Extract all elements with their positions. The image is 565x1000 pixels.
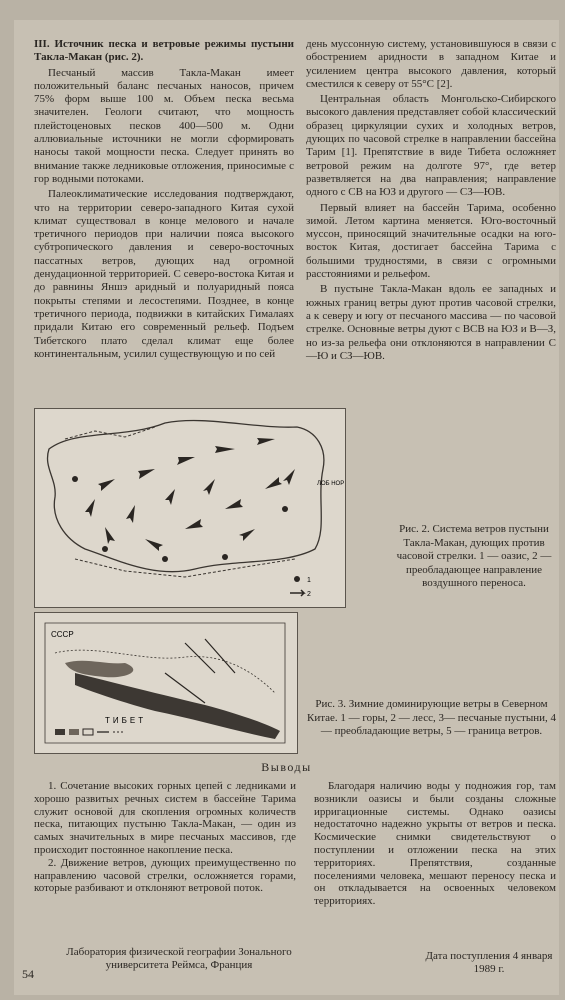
wind-arrow: [283, 469, 295, 485]
figure-2-wind-map: [34, 408, 346, 608]
wind-arrow: [105, 527, 115, 544]
legend-label-1: 1: [307, 577, 311, 584]
figure-3-winter-winds-map: [34, 612, 298, 754]
wind-arrow: [177, 457, 195, 465]
wind-arrow: [215, 446, 235, 453]
wind-arrow: [203, 479, 215, 495]
map-label-lob-nor: ЛОБ НОР: [317, 481, 345, 487]
oasis-markers: [72, 476, 288, 562]
conclusion-item: 1. Сочетание высоких горных цепей с ледниками и хорошо развитых речных систем в бассейне Тарима служит основой для скопления огромных количеств песка, питающих пустыню Такла-Макан, — один из самых значительных в мире песчаных массивов, где происходит постоянное накопление песка.: [34, 780, 296, 856]
paragraph: Первый влияет на бассейн Тарима, особенно зимой. Летом картина меняется. Юго-восточный муссон, приносящий значительные осадки на юго-восток Китая, достигает бассейна Тарима с большими трудностями, в связи с огромными расстояниями и рельефом.: [306, 201, 556, 281]
conclusion-paragraph: Благодаря наличию воды у подножия гор, там возникли оазисы и были созданы сложные ирригационные системы. Однако оазисы недостаточно надежно укрыты от ветров и песка. Космические снимки свидетельствуют о поступлении и отложении песка на этих территориях. Препятствия, созданные поселениями человека, мешают переносу песка и он откладывается на освоенных человеком территориях.: [314, 780, 556, 908]
figure-2-caption: Рис. 2. Система ветров пустыни Такла-Макан, дующих против часовой стрелки. 1 — оазис, 2 — преобладающее направление воздушного переноса.: [396, 523, 552, 589]
paragraph: день муссонную систему, установившуюся в связи с обострением аридности в западном Китае и усилением центра высокого давления, который сместился к северу от 55°С [2].: [306, 38, 556, 90]
wind-arrow: [85, 499, 95, 517]
legend: [290, 576, 311, 598]
wind-arrow: [225, 499, 243, 509]
oasis-marker: [222, 554, 228, 560]
legend-label-2: 2: [307, 591, 311, 598]
paragraph: В пустыне Такла-Макан вдоль ее западных и южных границ ветры дуют против часовой стрелки, а к северу и югу от песчаного массива — по часовой стрелке. Основные ветры дуют с ВСВ на ЮЗ и В—З, но из-за рельефа они отклоняются в направлении С—Ю и СЗ—ЮВ.: [306, 283, 556, 362]
right-text-column: [306, 38, 556, 363]
wind-arrow: [138, 469, 155, 479]
legend-arrow-symbol: [290, 590, 304, 596]
legend-swatch: [83, 729, 93, 735]
page-number: 54: [22, 967, 34, 981]
map-label-tibet: ТИБЕТ: [105, 716, 147, 725]
affiliation: Лаборатория физической географии Зонального университета Реймса, Франция: [66, 946, 292, 971]
basin-outline: [47, 421, 323, 572]
wind-arrow: [145, 539, 163, 551]
wind-arrow: [185, 519, 203, 529]
oasis-marker: [282, 506, 288, 512]
paragraph: Центральная область Монгольско-Сибирского высокого давления представляет собой классический образец циркуляции сухих и холодных ветров, дующих по часовой стрелке в направлении бассейна Тарим [1]. Препятствие в виде Тибета осложняет ветровой режим на долготе 97°, где ветер разветвляется на два направления; направление одного с СВ на ЮЗ и другого — СЗ—ЮВ.: [306, 93, 556, 199]
section-heading: III. Источник песка и ветровые режимы пустыни Такла-Макан (рис. 2).: [34, 38, 294, 64]
conclusions-right-column: [314, 780, 556, 908]
wind-arrows: [85, 438, 295, 551]
wind-arrow: [239, 529, 255, 541]
winter-winds-svg: [35, 613, 297, 753]
wind-arrow: [265, 477, 282, 489]
oasis-marker: [102, 546, 108, 552]
paragraph: Песчаный массив Такла-Макан имеет положительный баланс песчаных наносов, причем 75% форм выше 100 м. Объем песка весьма значителен. Геологи считают, что мощность плейстоценовых песков 400—500 м. Одни аллювиальные источники не могли сформировать наносы такой мощности песка. Следует принять во внимание также ледниковые отложения, приносимые с гор водными потоками.: [34, 66, 294, 185]
conclusions-left-column: [34, 780, 296, 895]
oasis-marker: [162, 556, 168, 562]
wind-map-svg: [35, 409, 345, 607]
legend-oasis-symbol: [294, 576, 300, 582]
legend-swatch: [69, 729, 79, 735]
oasis-marker: [72, 476, 78, 482]
wind-arrow: [257, 438, 275, 445]
conclusion-item: 2. Движение ветров, дующих преимущественно по направлению часовой стрелки, осложняется горами, которые разбивают и отклоняют ветровой поток.: [34, 856, 296, 895]
paragraph: Палеоклиматические исследования подтверждают, что на территории северо-западного Китая сухой климат существовал в конце мелового и начале третичного периодов при наличии пояса высокого субтропического давления и северо-восточных пассатных ветров, дующих над огромной денудационной территорией. С северо-востока Китая и до равнины Яншэ аридный и полуаридный пояса покрыты степями и лесостепями. Позднее, в конце третичного периода, подвижки в китайских Гималаях придали Китаю его современный рельеф. Подъем Тибетского плато сделал климат еще более континентальным, усилил существующую и по сей: [34, 188, 294, 360]
wind-arrow: [165, 489, 175, 505]
wind-arrow: [98, 479, 115, 491]
figure-3-caption: Рис. 3. Зимние доминирующие ветры в Северном Китае. 1 — горы, 2 — лесс, 3— песчаные пустыни, 4 — преобладающие ветры, 5 — граница ветров.: [307, 698, 556, 737]
wind-lines: [165, 639, 235, 703]
legend: [55, 729, 125, 735]
date-received: Дата поступления 4 января 1989 г.: [425, 950, 553, 975]
journal-page: [14, 20, 559, 995]
conclusions-title: Выводы: [261, 760, 312, 774]
mountain-line: [75, 559, 295, 577]
wind-arrow: [126, 505, 135, 523]
legend-swatch: [55, 729, 65, 735]
map-label-ussr: СССР: [51, 630, 74, 639]
left-text-column: [34, 38, 294, 361]
